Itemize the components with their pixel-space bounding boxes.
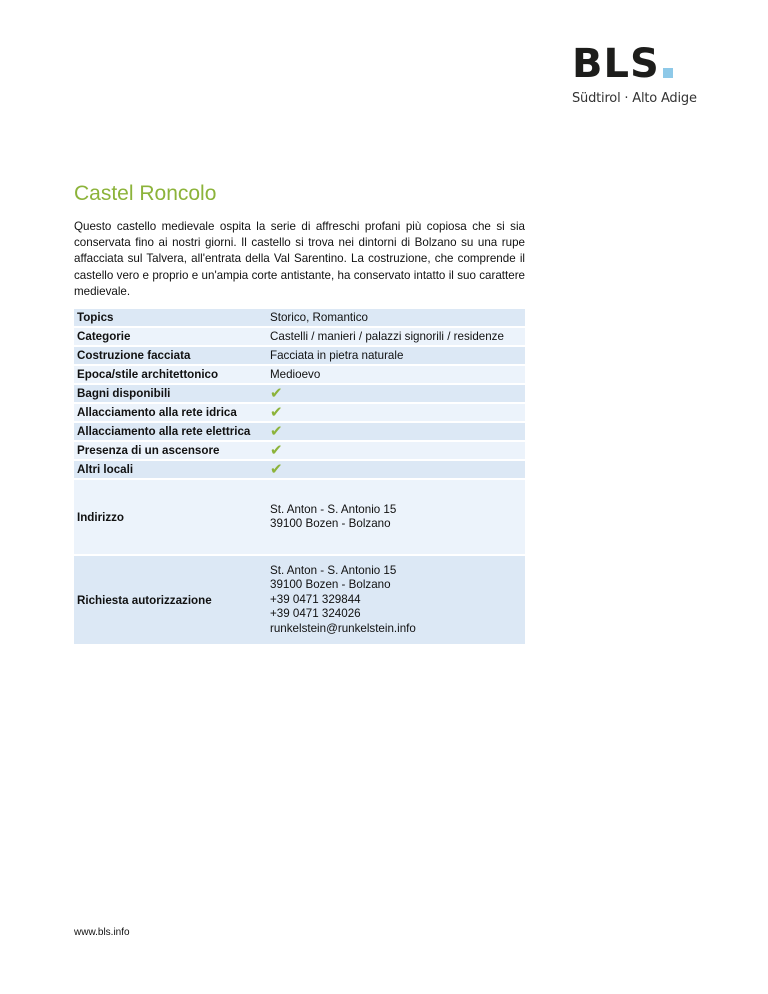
authorization-row [74, 556, 525, 644]
table-row [74, 442, 525, 459]
property-label: Bagni disponibili [74, 385, 267, 402]
checkmark-icon: ✔ [270, 441, 283, 459]
bls-logo-subtitle: Südtirol · Alto Adige [572, 91, 697, 106]
property-value: Storico, Romantico [267, 309, 525, 326]
authorization-line: 39100 Bozen - Bolzano [270, 578, 391, 592]
table-row [74, 385, 525, 402]
property-label: Presenza di un ascensore [74, 442, 267, 459]
page-title: Castel Roncolo [74, 182, 217, 205]
authorization-line: St. Anton - S. Antonio 15 [270, 563, 397, 577]
property-value: Facciata in pietra naturale [267, 347, 525, 364]
property-value [267, 404, 525, 421]
bls-logo [572, 41, 697, 114]
authorization-label: Richiesta autorizzazione [74, 556, 267, 644]
table-row [74, 461, 525, 478]
phone-line: +39 0471 324026 [270, 607, 361, 621]
property-value [267, 442, 525, 459]
property-label: Allacciamento alla rete idrica [74, 404, 267, 421]
phone-line: +39 0471 329844 [270, 592, 361, 606]
table-row [74, 404, 525, 421]
property-label: Categorie [74, 328, 267, 345]
property-value [267, 385, 525, 402]
property-label: Epoca/stile architettonico [74, 366, 267, 383]
property-value: Castelli / manieri / palazzi signorili / residenze [267, 328, 525, 345]
property-label: Costruzione facciata [74, 347, 267, 364]
checkmark-icon: ✔ [270, 422, 283, 440]
checkmark-icon: ✔ [270, 460, 283, 478]
address-line: 39100 Bozen - Bolzano [270, 517, 391, 530]
table-row [74, 309, 525, 326]
table-row [74, 366, 525, 383]
address-row [74, 480, 525, 554]
property-value [267, 461, 525, 478]
address-value [267, 480, 525, 554]
footer-url: www.bls.info [74, 927, 130, 938]
property-label: Allacciamento alla rete elettrica [74, 423, 267, 440]
address-label: Indirizzo [74, 480, 267, 554]
email-line: runkelstein@runkelstein.info [270, 621, 416, 635]
property-label: Altri locali [74, 461, 267, 478]
table-row [74, 423, 525, 440]
authorization-value [267, 556, 525, 644]
checkmark-icon: ✔ [270, 403, 283, 421]
table-row [74, 347, 525, 364]
intro-paragraph: Questo castello medievale ospita la serie di affreschi profani più copiosa che si sia conservata fino ai nostri giorni. Il castello si trova nei dintorni di Bolzano su una rupe affacciata sul Talvera, all'entrata della Val Sarentino. La costruzione, che comprende il castello vero e proprio e un'ampia corte antistante, ha conservato intatto il suo carattere medievale. [74, 220, 525, 298]
property-label: Topics [74, 309, 267, 326]
bls-logo-letters: BLS [572, 41, 660, 87]
bls-logo-dot [663, 68, 673, 78]
property-value: Medioevo [267, 366, 525, 383]
address-line: St. Anton - S. Antonio 15 [270, 502, 397, 516]
bls-logo-mark [572, 41, 697, 87]
table-row [74, 328, 525, 345]
properties-table [74, 307, 525, 646]
checkmark-icon: ✔ [270, 384, 283, 402]
property-value [267, 423, 525, 440]
